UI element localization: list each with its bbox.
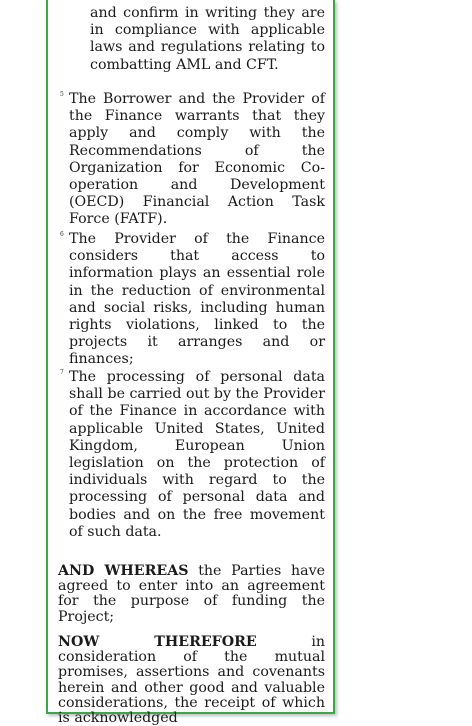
- and-whereas-lead: AND WHEREAS: [58, 563, 189, 579]
- continued-paragraph-text: and confirm in writing they are in compliance with applicable laws and regulations relating to combatting AML and CFT.: [90, 5, 325, 73]
- list-item-number: 5: [60, 91, 64, 98]
- list-item-text: The Borrower and the Provider of the Finance warrants that they apply and comply with the Recommendations of the Organization for Economic Co-operation and Development (OECD) Financial Action Task Force (FATF).: [69, 91, 325, 228]
- list-item-text: The Provider of the Finance considers that access to information plays an essential role in the reduction of environmental and social risks, including human rights violations, linked to the projects it arranges and or finances;: [69, 231, 325, 368]
- and-whereas-paragraph: [58, 564, 325, 625]
- and-whereas-text: the Parties have agreed to enter into an agreement for the purpose of funding the Project;: [58, 563, 325, 625]
- list-item-number: 7: [60, 369, 64, 376]
- now-therefore-paragraph: [58, 635, 325, 726]
- list-item-number: 6: [60, 231, 64, 238]
- document-page: [46, 0, 335, 726]
- list-item-text: The processing of personal data shall be carried out by the Provider of the Finance in accordance with applicable United States, United Kingdom, European Union legislation on the protection of individuals with regard to the processing of personal data and bodies and on the free movement of such data.: [69, 369, 325, 540]
- now-therefore-lead: NOW THEREFORE: [58, 634, 257, 650]
- list-item: [69, 369, 325, 541]
- list-item: [69, 231, 325, 369]
- continued-paragraph: [90, 5, 325, 74]
- list-item: [69, 91, 325, 229]
- now-therefore-text: in consideration of the mutual promises, assertions and covenants herein and other good and valuable considerations, the receipt of which is acknowledged: [58, 634, 325, 726]
